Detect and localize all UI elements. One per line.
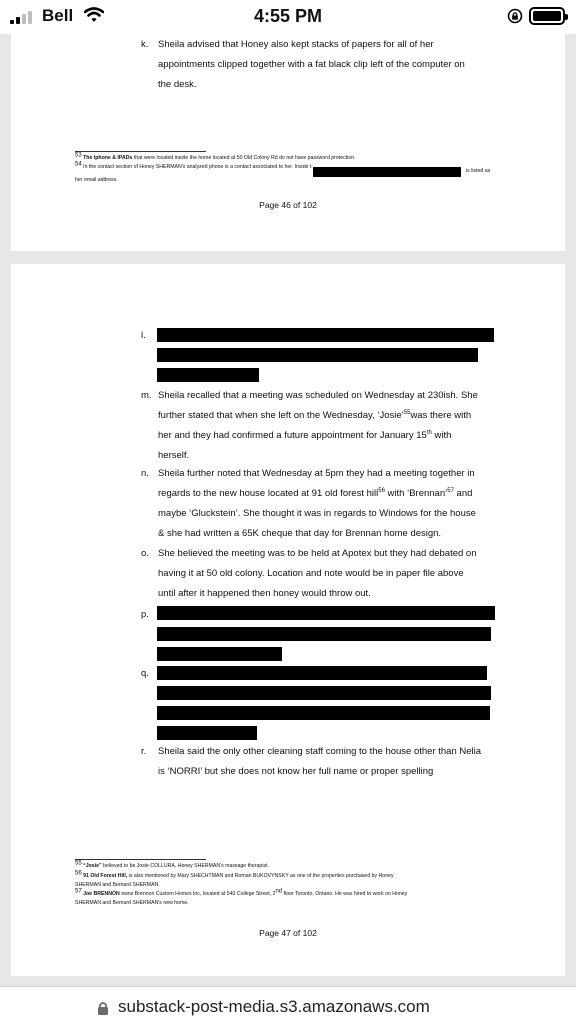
redaction-bar [157,627,491,641]
footnote-53: $^{53}$ The Iphone & IPADs that were located inside the home located at 50 Old Colony Rd do not have password protection. [75,152,356,161]
footnote-56-line2: SHERMAN and Bernard SHERMAN. [75,882,160,888]
page-number: Page 47 of 102 [259,928,317,938]
redaction-bar [157,606,495,620]
redaction-bar [157,666,487,680]
redaction-bar [157,368,259,382]
redaction-bar [157,706,490,720]
redaction-bar [157,686,491,700]
lock-icon [97,1001,109,1015]
redaction-bar [157,328,494,342]
carrier-name: Bell [42,6,74,25]
footnote-54: $^{54}$ In the contact section of Honey SHERMAN's analyzed phone is a contact associated to her. Inside t [75,161,312,170]
footnote-56: $^{56}$ 91 Old Forest Hill, is also mentioned by Mary SHECHTMAN and Roman BUKOVYNSKY as one of the properties purchased by Honey [75,870,394,879]
document-page-46: k. Sheila advised that Honey also kept stacks of papers for all of her appointments clipped together with a fat black clip left of the computer on the desk. $^{53}$ The Iphone & IPADs that were located inside the home located at 50 Old Colony Rd do not have password protection. $^{54}$ In the contact section of Honey SHERMAN's analyzed phone is a contact associated to her. Inside t is listed as her email address. Page 46 of 102 [11,30,565,251]
footnote-57: $^{57}$ Joe BRENNON owns Brennon Custom Homes Inc, located at 540 College Street, 2nd floor Toronto, Ontario. He was hired to work on Honey [75,888,408,897]
footnote-separator [75,151,206,152]
footnote-separator [75,859,206,860]
status-bar [0,0,576,34]
footnote-55: $^{55}$ “Josie” believed to be Josie COLLURA, Honey SHERMAN's massage therapist. [75,860,269,869]
page-number: Page 46 of 102 [259,200,317,210]
address-bar[interactable] [0,986,576,1024]
footnote-57-line2: SHERMAN and Bernard SHERMAN's new home. [75,900,189,906]
battery-icon [529,7,565,25]
url-text[interactable]: substack-post-media.s3.amazonaws.com [118,997,430,1016]
redaction-bar [157,348,478,362]
document-page-47: l. m. Sheila recalled that a meeting was scheduled on Wednesday at 230ish. She further stated that when she left on the Wednesday, ‘Josie’$^{55}$was there with her and they had confirmed a future appointment for January 15th with herself. n. Sheila further noted that Wednesday at 5pm they had a meeting together in regards to the new house located at 91 old forest hill$^{56}$ with ‘Brennan’$^{57}$ and maybe ‘Gluckstein’. She thought it was in regards to Windows for the house & she had written a 65K cheque that day for Brennan home design. o. She believed the meeting was to be held at Apotex but they had debated on having it at 50 old colony. Location and note would be in paper file above until after it happened then honey would throw out. p. q. r. Sheila said the only other cleaning staff coming to the house other than Nelia is ‘NORRI’ but she does not know her full name or proper spelling $^{55}$ “Josie” believed to be Josie COLLURA, Honey SHERMAN's massage therapist. $^{56}$ 91 Old Forest Hill, is also mentioned by Mary SHECHTMAN and Roman BUKOVYNSKY as one of the properties purchased by Honey SHERMAN and Bernard SHERMAN. $^{57}$ Joe BRENNON owns Brennon Custom Homes Inc, located at 540 College Street, 2nd floor Toronto, Ontario. He was hired to work on Honey SHERMAN and Bernard SHERMAN's new home. Page 47 of 102 [11,264,565,976]
clock: 4:55 PM [253,6,323,26]
redaction-bar [157,726,257,740]
footnote-54-line2: her email address. [75,177,118,183]
footnote-54-tail: is listed as [466,168,491,174]
redaction-bar [157,647,282,661]
orientation-lock-icon [507,8,523,24]
